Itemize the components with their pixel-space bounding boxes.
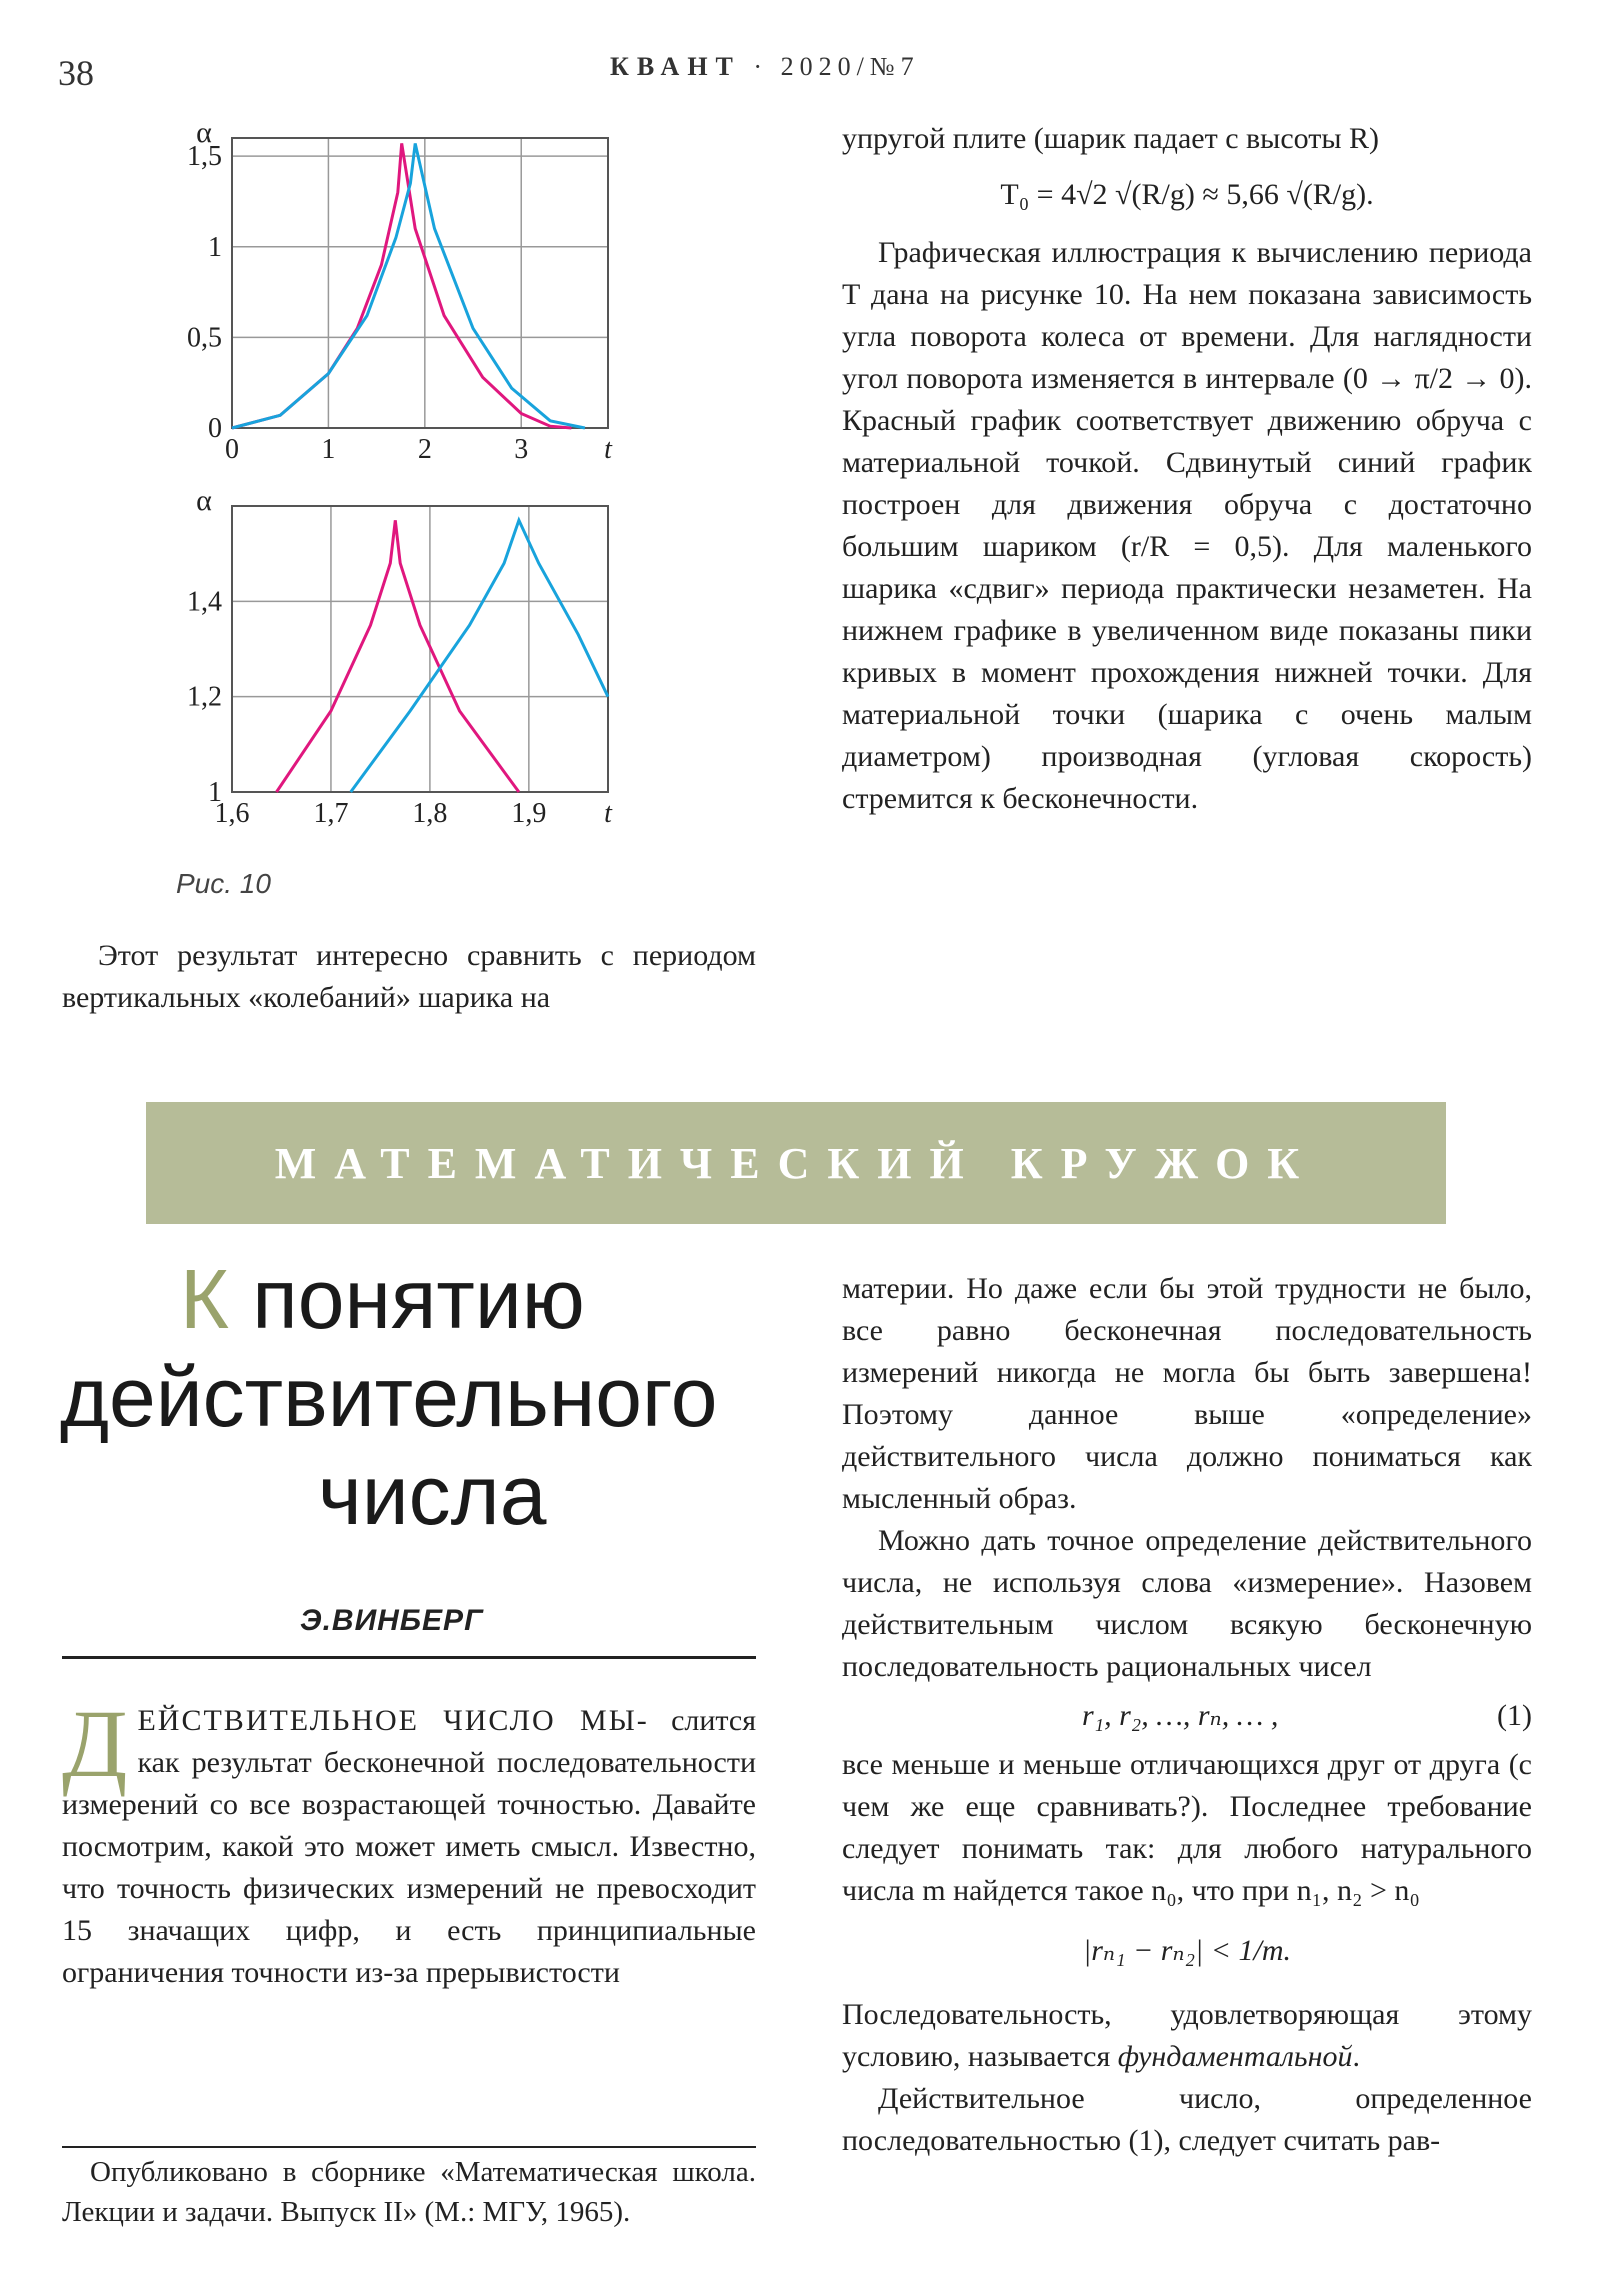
running-header [610, 52, 920, 82]
x-tick-label: 1,7 [313, 798, 349, 829]
title-line-2: действительного [60, 1350, 718, 1444]
plot-frame [232, 506, 608, 792]
y-axis-label: α [196, 120, 212, 149]
x-axis-label: t [604, 798, 612, 829]
y-tick-label: 1 [208, 231, 222, 263]
title-rule [62, 1656, 756, 1659]
journal-name: КВАНТ [610, 52, 741, 81]
article-title [60, 1250, 760, 1544]
upper-left-paragraph: Этот результат интересно сравнить с периодом вертикальных «колебаний» шарика на [62, 939, 756, 1014]
header-separator: · [753, 52, 769, 81]
x-tick-label: 0 [225, 434, 239, 465]
title-line-3: числа [318, 1448, 547, 1542]
intro-smallcaps: ЕЙСТВИТЕЛЬНОЕ ЧИСЛО МЫ- [137, 1704, 649, 1737]
right-paragraph-2: Можно дать точное определение действительного числа, не используя слова «измерение». Назовем действительным числом всякую бесконечную последовательность рациональных чисел [842, 1524, 1532, 1683]
sequence-formula: r₁, r₂, …, rₙ, … , [1082, 1699, 1279, 1732]
x-tick-label: 3 [514, 434, 529, 465]
plot-frame [232, 138, 608, 428]
x-tick-label: 1,8 [412, 798, 448, 829]
y-tick-label: 1,2 [187, 681, 222, 713]
footnote [62, 2152, 756, 2232]
chart-bottom [150, 490, 630, 830]
dropcap: Д [62, 1690, 128, 1797]
x-tick-label: 1,6 [214, 798, 250, 829]
right-paragraph-1: материи. Но даже если бы этой трудности не было, все равно бесконечная последовательность измерений никогда не могла бы быть завершена! Поэтому данное выше «определение» действительного числа должно пониматься как мысленный образ. [842, 1272, 1532, 1515]
upper-left-text [62, 935, 756, 1019]
x-axis-label: t [604, 434, 612, 465]
paragraph-graph-a: Графическая иллюстрация к вычислению периода T дана на рисунке 10. На нем показана зависимость угла поворота колеса от времени. Для наглядности угол поворота изменяется в интервале [842, 236, 1532, 395]
series-line-red [277, 520, 519, 792]
inequality-formula: |rₙ₁ − rₙ₂| < 1/m. [1082, 1934, 1291, 1967]
y-tick-label: 1 [208, 777, 222, 808]
article-right-column: материи. Но даже если бы этой трудности не было, все равно бесконечная последовательность измерений никогда не могла бы быть завершена! Поэтому данное выше «определение» действительного числа должно пониматься как мысленный образ. Можно дать точное определение действительного числа, не используя слова «измерение». Назовем действительным числом всякую бесконечную последовательность рациональных чисел r₁, r₂, …, rₙ, … , (1) все меньше и меньше отличающихся друг от друга (с чем же еще сравнивать?). Последнее требование следует понимать так: для любого натурального числа m найдется такое n₀, что при n₁, n₂ > n₀ |rₙ₁ − rₙ₂| < 1/m. Последовательность, удовлетворяющая этому условию, называется фундаментальной. Действительное число, определенное последовательностью (1), следует считать рав- [842, 1268, 1532, 2162]
y-tick-label: 1,5 [187, 141, 222, 173]
section-banner: МАТЕМАТИЧЕСКИЙ КРУЖОК [146, 1102, 1446, 1224]
footnote-rule [62, 2146, 756, 2148]
right-paragraph-3: все меньше и меньше отличающихся друг от друга (с чем же еще сравнивать?). Последнее требование следует понимать так: для любого натурального числа m найдется такое n₀, что при n₁, n₂ > n₀ [842, 1748, 1532, 1907]
y-tick-label: 1,4 [187, 586, 222, 618]
chart-top [150, 120, 630, 470]
y-axis-label: α [196, 490, 212, 517]
y-tick-label: 0 [208, 413, 222, 444]
upper-right-column [842, 118, 1532, 820]
y-tick-label: 0,5 [187, 322, 222, 354]
paragraph-graph-c: Для маленького шарика «сдвиг» периода практически незаметен. На нижнем графике в увеличенном виде показаны пики кривых в момент прохождения нижней точки. Для материальной точки (шарика с очень малым диаметром) производная (угловая скорость) стремится к бесконечности. [842, 530, 1532, 815]
intro-text: слится как результат бесконечной последовательности измерений со все возрастающей точностью. Давайте посмотрим, какой это может иметь смысл. Известно, что точность физических измерений не превосходит 15 значащих цифр, и есть принципиальные ограничения точности из-за прерывистости [62, 1704, 757, 1989]
series-line-blue [232, 143, 585, 428]
equation-number: (1) [1497, 1699, 1532, 1732]
paragraph-graph-b: Красный график соответствует движению обруча с материальной точкой. Сдвинутый синий график построен для движения обруча с достаточно большим шариком [842, 404, 1532, 563]
term-fundamental: фундаментальной [1117, 2040, 1353, 2073]
page-number: 38 [58, 53, 94, 93]
formula-t0: T₀ = 4√2 √(R/g) ≈ 5,66 √(R/g). [1000, 178, 1374, 211]
title-first-letter: К [180, 1252, 229, 1346]
figure-caption: Рис. 10 [176, 868, 271, 899]
ratio-formula: (r/R = 0,5). [1120, 530, 1290, 563]
author: Э.ВИНБЕРГ [300, 1604, 484, 1637]
x-tick-label: 1,9 [511, 798, 547, 829]
right-line-1: упругой плите (шарик падает с высоты R) [842, 122, 1380, 155]
x-tick-label: 2 [417, 434, 432, 465]
x-tick-label: 1 [321, 434, 336, 465]
article-intro [62, 1690, 757, 1994]
right-paragraph-5: Действительное число, определенное последовательностью (1), следует считать рав- [842, 2082, 1532, 2157]
footnote-text: Опубликовано в сборнике «Математическая школа. Лекции и задачи. Выпуск II» (М.: МГУ, 1965). [62, 2156, 756, 2228]
interval-formula: (0 → π/2 → 0). [1342, 362, 1533, 395]
issue-number: 2020/№7 [780, 52, 920, 81]
title-line-1: понятию [228, 1252, 585, 1346]
right-paragraph-4: Последовательность, удовлетворяющая этому условию, называется [842, 1998, 1532, 2073]
